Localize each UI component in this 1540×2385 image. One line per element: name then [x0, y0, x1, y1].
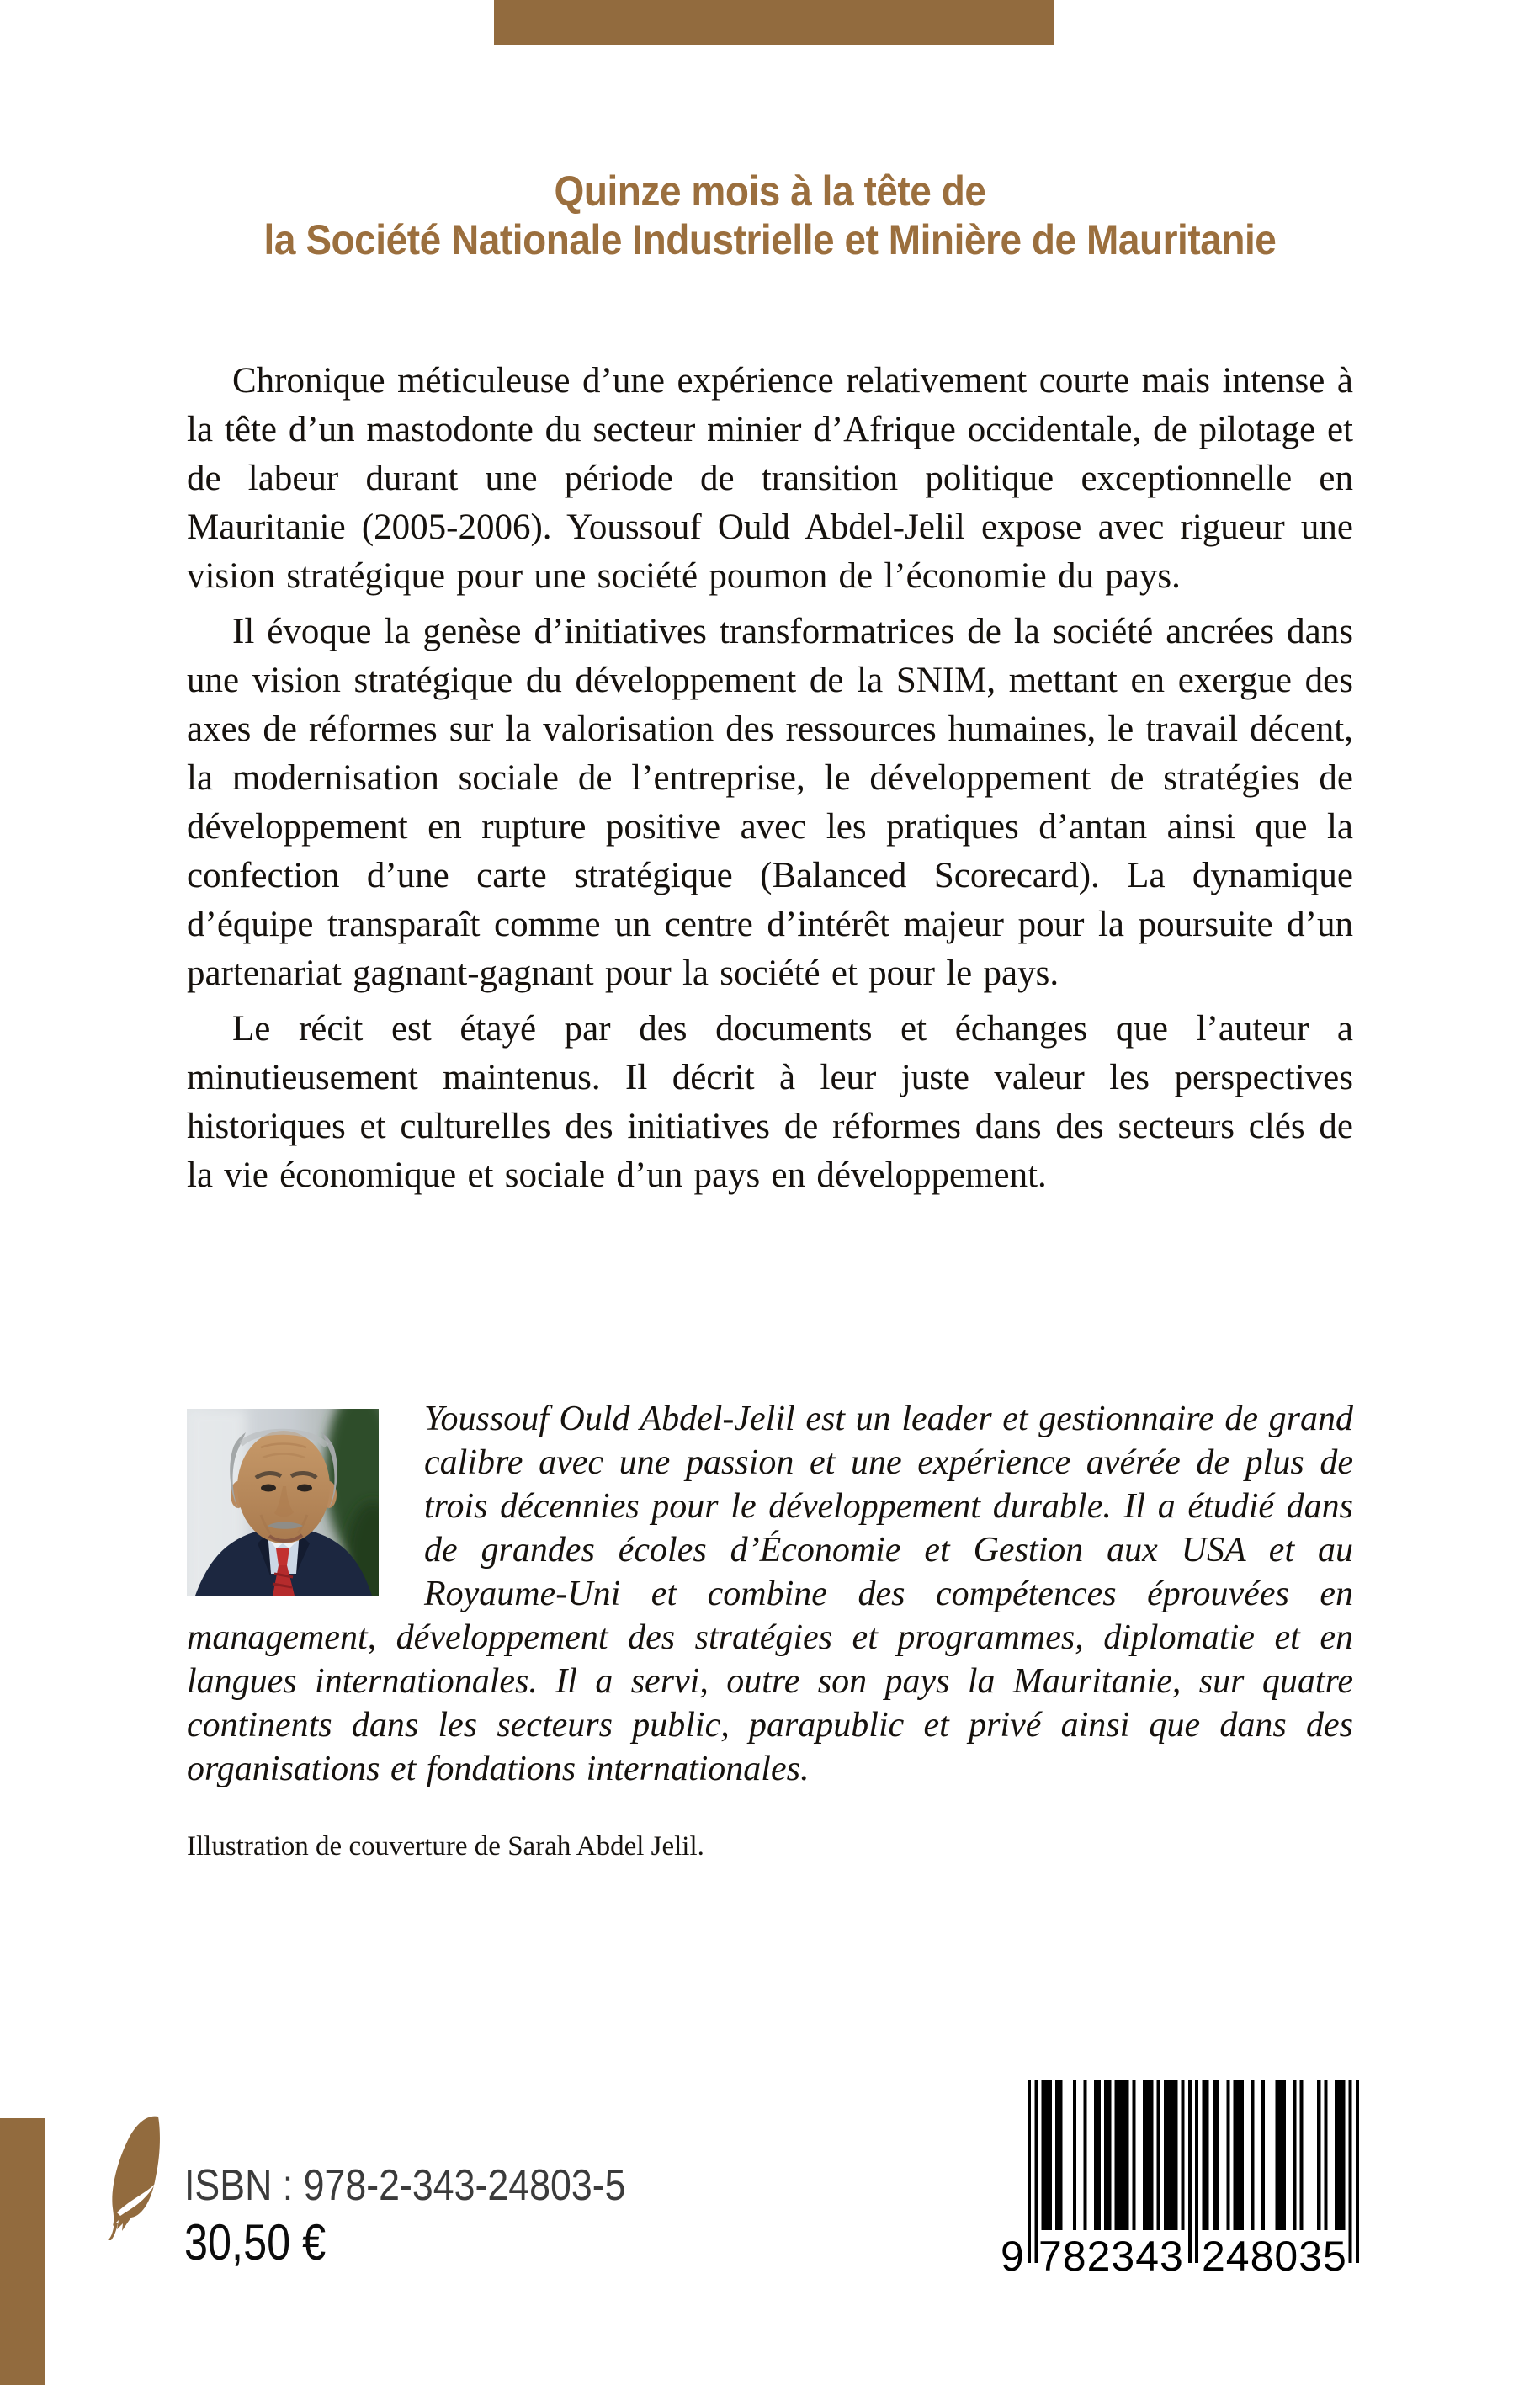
isbn-text: ISBN : 978-2-343-24803-5	[184, 2161, 626, 2210]
price-text: 30,50 €	[184, 2214, 327, 2271]
top-accent-bar	[494, 0, 1054, 45]
illustration-credit: Illustration de couverture de Sarah Abdel Jelil.	[187, 1831, 704, 1862]
barcode-digits-left: 782343	[1038, 2233, 1184, 2280]
synopsis-paragraph-2: Il évoque la genèse d’initiatives transformatrices de la société ancrées dans une vision stratégique du développement de la SNIM, mettant en exergue des axes de réformes sur la valorisation des ressources humaines, le travail décent, la modernisation sociale de l’entreprise, le développement de stratégies de développement en rupture positive avec les pratiques d’antan ainsi que la confection d’une carte stratégique (Balanced Scorecard). La dynamique d’équipe transparaît comme un centre d’intérêt majeur pour la poursuite d’un partenariat gagnant-gagnant pour la société et pour le pays.	[187, 612, 1353, 993]
author-photo	[187, 1409, 379, 1596]
author-bio-text: Youssouf Ould Abdel-Jelil est un leader et gestionnaire de grand calibre avec une passion et une expérience avérée de plus de trois décennies pour le développement durable. Il a étudié dans de grandes écoles d’Économie et Gestion aux USA et au Royaume-Uni et combine des compétences éprouvées en management, développement des stratégies et programmes, diplomatie et en langues internationales. Il a servi, outre son pays la Mauritanie, sur quatre continents dans les secteurs public, parapublic et privé ainsi que dans des organisations et fondations internationales.	[187, 1400, 1353, 1788]
synopsis-paragraph-3: Le récit est étayé par des documents et échanges que l’auteur a minutieusement maintenus. Il décrit à leur juste valeur les perspectives historiques et culturelles des initiatives de réformes dans des secteurs clés de la vie économique et sociale d’un pays en développement.	[187, 1009, 1353, 1195]
spine-accent-bar	[0, 2118, 45, 2385]
synopsis-section	[187, 357, 1353, 1207]
book-title-line-1: Quinze mois à la tête de	[554, 167, 986, 215]
barcode-digits-right: 248035	[1202, 2233, 1347, 2280]
book-title	[233, 167, 1306, 264]
ean13-barcode	[1001, 2080, 1359, 2281]
book-title-line-2: la Société Nationale Industrielle et Minière de Mauritanie	[263, 216, 1277, 263]
barcode-digit-lead: 9	[1001, 2233, 1024, 2280]
synopsis-paragraph-1: Chronique méticuleuse d’une expérience relativement courte mais intense à la tête d’un mastodonte du secteur minier d’Afrique occidentale, de pilotage et de labeur durant une période de transition politique exceptionnelle en Mauritanie (2005-2006). Youssouf Ould Abdel-Jelil expose avec rigueur une vision stratégique pour une société poumon de l’économie du pays.	[187, 361, 1353, 596]
feather-quill-icon	[104, 2114, 172, 2240]
author-bio-section	[187, 1397, 1353, 1791]
